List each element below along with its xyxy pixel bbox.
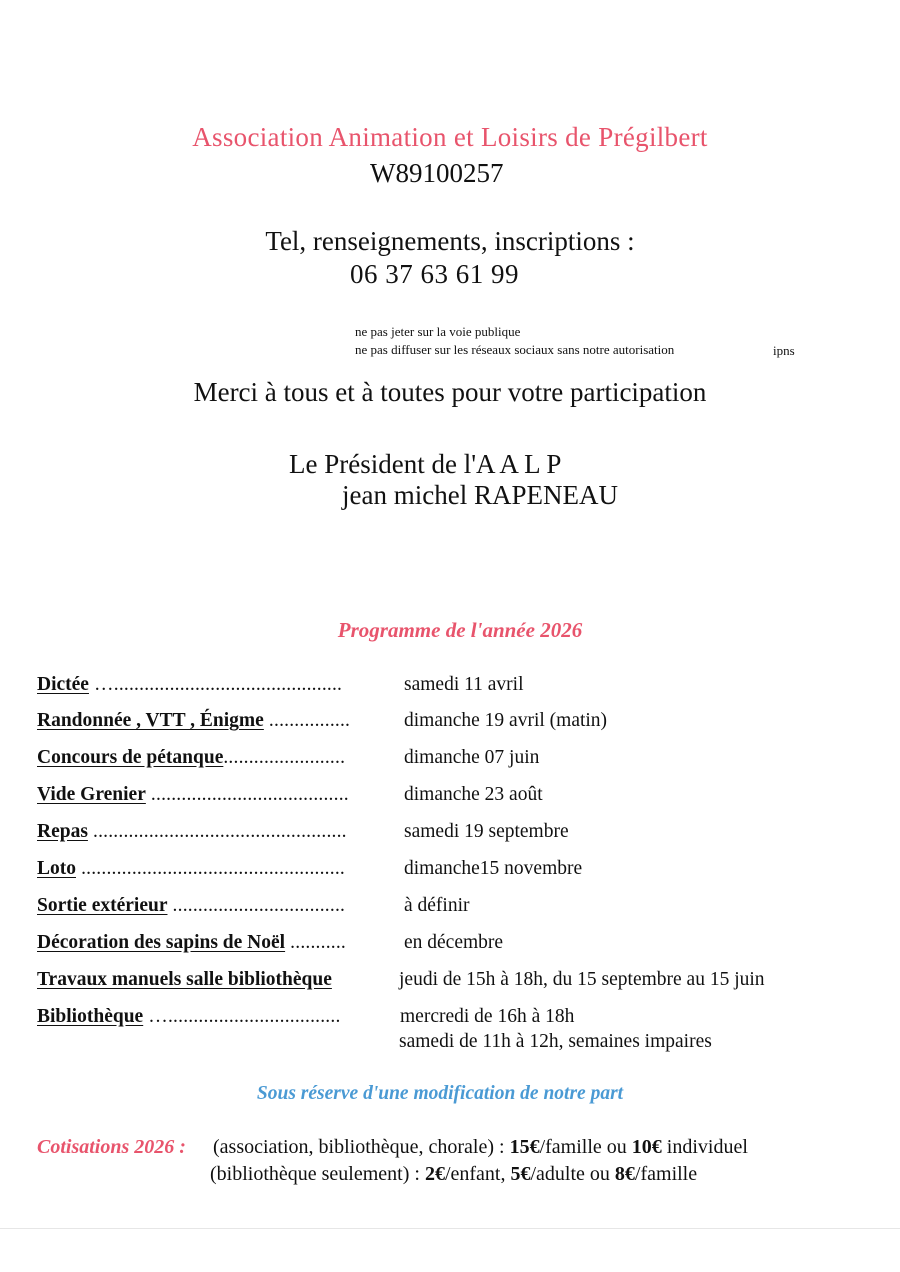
price-family: 15€ xyxy=(509,1136,540,1158)
cotisation-text: /enfant, xyxy=(444,1163,511,1185)
event-name: Décoration des sapins de Noël xyxy=(37,932,286,953)
bottom-divider xyxy=(0,1228,900,1229)
thanks-message: Merci à tous et à toutes pour votre participation xyxy=(193,377,707,407)
event-date: samedi 11 avril xyxy=(404,674,524,695)
event-date: en décembre xyxy=(404,932,504,953)
cotisation-text: /famille ou xyxy=(539,1136,632,1158)
notice-no-social-sharing: ne pas diffuser sur les réseaux sociaux sans notre autorisation xyxy=(355,342,675,357)
schedule-row xyxy=(37,819,347,845)
event-name: Sortie extérieur xyxy=(37,895,168,916)
schedule-row xyxy=(37,893,345,919)
association-id: W89100257 xyxy=(370,158,504,188)
cotisation-text: (association, bibliothèque, chorale) : xyxy=(213,1136,510,1158)
event-date: jeudi de 15h à 18h, du 15 septembre au 15 juin xyxy=(399,969,765,990)
leader-dots: …............................................. xyxy=(88,674,343,695)
price-adult: 5€ xyxy=(510,1163,531,1185)
notice-no-littering: ne pas jeter sur la voie publique xyxy=(355,324,521,339)
president-name: jean michel RAPENEAU xyxy=(342,480,618,510)
event-date: dimanche 19 avril (matin) xyxy=(404,710,608,731)
event-name: Loto xyxy=(37,858,76,879)
tel-label: Tel, renseignements, inscriptions : xyxy=(265,226,635,256)
event-name: Concours de pétanque xyxy=(37,747,224,768)
cotisations-line-library xyxy=(210,1163,697,1186)
leader-dots: .................................. xyxy=(167,895,346,916)
event-name: Bibliothèque xyxy=(37,1006,144,1027)
event-name: Dictée xyxy=(37,674,89,695)
cotisation-text: (bibliothèque seulement) : xyxy=(210,1163,425,1185)
association-name: Association Animation et Loisirs de Prégilbert xyxy=(192,122,708,152)
ipns-mention: ipns xyxy=(773,343,795,358)
reserve-note: Sous réserve d'une modification de notre part xyxy=(256,1083,624,1104)
cotisation-text: individuel xyxy=(661,1136,748,1158)
library-saturday-hours: samedi de 11h à 12h, semaines impaires xyxy=(399,1031,712,1052)
event-date: dimanche 23 août xyxy=(404,784,543,805)
cotisation-text: /adulte ou xyxy=(530,1163,615,1185)
leader-dots: ........................ xyxy=(223,747,346,768)
schedule-row xyxy=(37,708,350,734)
event-date: dimanche 07 juin xyxy=(404,747,540,768)
tel-number: 06 37 63 61 99 xyxy=(350,259,519,289)
schedule-row xyxy=(37,930,346,956)
event-name: Vide Grenier xyxy=(37,784,146,805)
cotisation-text: /famille xyxy=(634,1163,698,1185)
president-title: Le Président de l'A A L P xyxy=(289,449,562,479)
leader-dots: .................................................. xyxy=(87,821,347,842)
leader-dots: ........... xyxy=(285,932,346,953)
cotisations-line-association xyxy=(213,1136,748,1159)
leader-dots: ….................................. xyxy=(143,1006,341,1027)
event-name: Repas xyxy=(37,821,88,842)
leader-dots: ................ xyxy=(263,710,351,731)
schedule-row xyxy=(37,1004,341,1030)
price-child: 2€ xyxy=(424,1163,445,1185)
schedule-row xyxy=(37,967,332,993)
schedule-row xyxy=(37,672,342,698)
event-date: à définir xyxy=(404,895,470,916)
event-date: samedi 19 septembre xyxy=(404,821,569,842)
leader-dots: ....................................... xyxy=(145,784,349,805)
schedule-row xyxy=(37,782,349,808)
event-name: Randonnée , VTT , Énigme xyxy=(37,710,264,731)
leader-dots: .................................................... xyxy=(76,858,345,879)
cotisations-label: Cotisations 2026 : xyxy=(37,1136,186,1158)
event-date: mercredi de 16h à 18h xyxy=(400,1006,575,1027)
event-date: dimanche15 novembre xyxy=(404,858,583,879)
schedule-row xyxy=(37,856,345,882)
program-title: Programme de l'année 2026 xyxy=(337,618,583,642)
price-library-family: 8€ xyxy=(614,1163,635,1185)
schedule-row xyxy=(37,745,345,771)
event-name: Travaux manuels salle bibliothèque xyxy=(37,969,332,990)
price-individual: 10€ xyxy=(631,1136,662,1158)
